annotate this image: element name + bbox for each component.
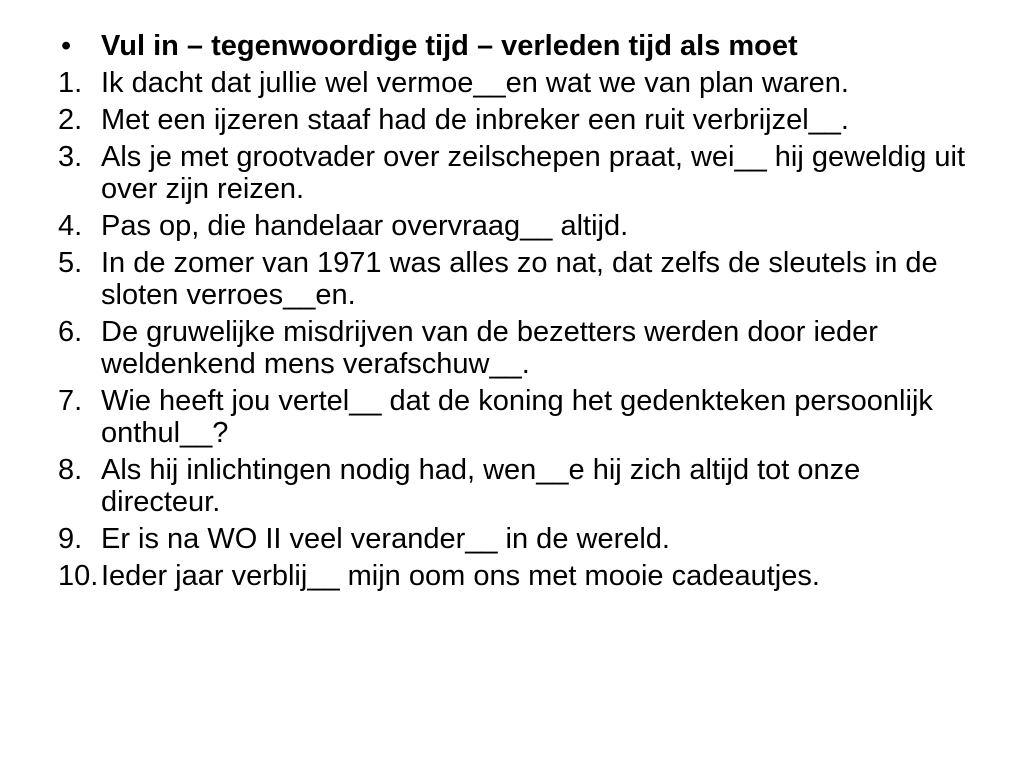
exercise-item-8: [58, 454, 978, 518]
item-text: De gruwelijke misdrijven van de bezetters werden door ieder weldenkend mens verafschuw__.: [101, 316, 878, 380]
exercise-item-10: [58, 560, 978, 592]
exercise-item-5: [58, 247, 978, 311]
item-text: Ieder jaar verblij__ mijn oom ons met mooie cadeautjes.: [101, 560, 820, 592]
item-number: 7.: [58, 385, 83, 417]
item-text: Als je met grootvader over zeilschepen praat, wei__ hij geweldig uit over zijn reizen.: [101, 141, 966, 205]
item-text: Wie heeft jou vertel__ dat de koning het gedenkteken persoonlijk onthul__?: [101, 385, 933, 449]
exercise-item-3: [58, 141, 978, 205]
exercise-list: [58, 30, 978, 597]
exercise-item-2: [58, 104, 978, 136]
exercise-item-1: [58, 67, 978, 99]
item-text: Er is na WO II veel verander__ in de wereld.: [101, 523, 670, 555]
item-number: 9.: [58, 523, 83, 555]
item-number: 6.: [58, 316, 83, 348]
item-number: 4.: [58, 210, 83, 242]
bullet-marker: •: [61, 30, 72, 62]
item-number: 8.: [58, 454, 83, 486]
exercise-item-4: [58, 210, 978, 242]
exercise-item-6: [58, 316, 978, 380]
item-number: 5.: [58, 247, 83, 279]
item-number: 1.: [58, 67, 83, 99]
item-number: 2.: [58, 104, 83, 136]
item-number: 3.: [58, 141, 83, 173]
item-number: 10.: [58, 560, 99, 592]
item-text: Pas op, die handelaar overvraag__ altijd.: [101, 210, 629, 242]
heading-text: Vul in – tegenwoordige tijd – verleden tijd als moet: [101, 30, 798, 62]
item-text: Als hij inlichtingen nodig had, wen__e hij zich altijd tot onze directeur.: [101, 454, 861, 518]
exercise-heading: [58, 30, 978, 62]
exercise-item-7: [58, 385, 978, 449]
item-text: Met een ijzeren staaf had de inbreker een ruit verbrijzel__.: [101, 104, 849, 136]
item-text: In de zomer van 1971 was alles zo nat, dat zelfs de sleutels in de sloten verroes__en.: [101, 247, 938, 311]
item-text: Ik dacht dat jullie wel vermoe__en wat we van plan waren.: [101, 67, 849, 99]
exercise-item-9: [58, 523, 978, 555]
